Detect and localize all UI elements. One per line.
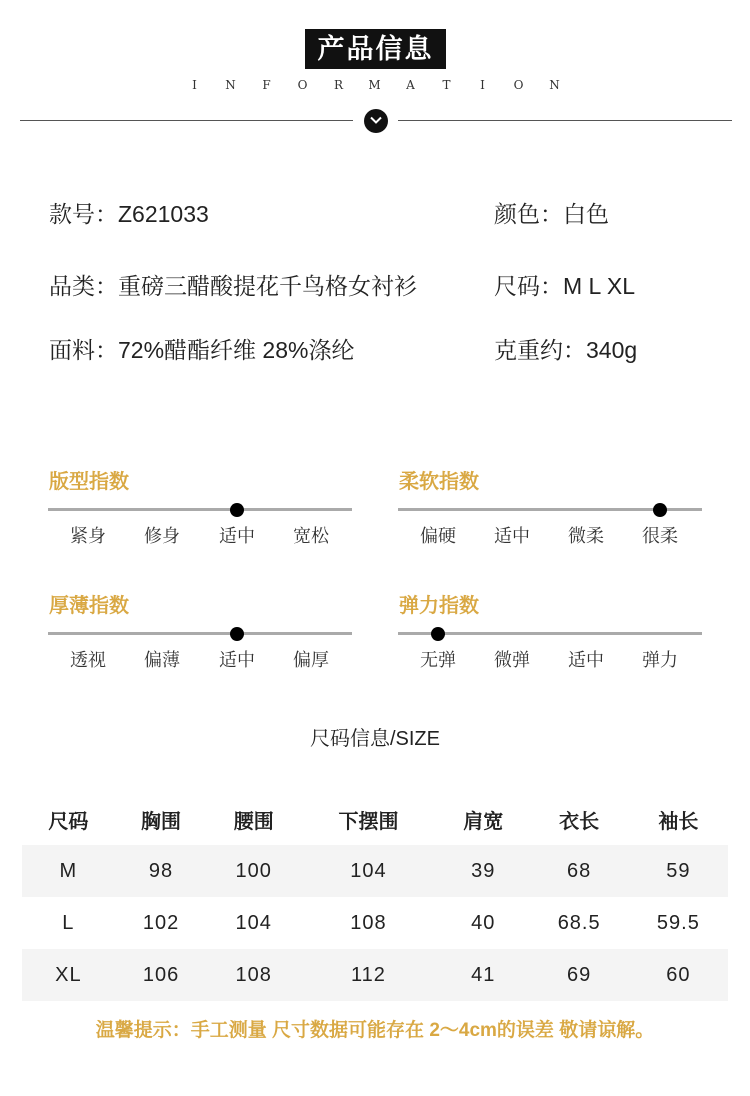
- table-cell: 60: [629, 949, 728, 1001]
- table-cell: 59: [629, 845, 728, 897]
- fit-index-label: 适中: [219, 526, 255, 546]
- column-header: 衣长: [530, 793, 629, 845]
- table-cell: 106: [115, 949, 208, 1001]
- table-cell: 68: [530, 845, 629, 897]
- subtitle-letter: I: [192, 78, 198, 92]
- elasticity-index-marker: [431, 627, 445, 641]
- column-header: 肩宽: [437, 793, 530, 845]
- table-cell: 100: [207, 845, 300, 897]
- fit-index-marker: [230, 503, 244, 517]
- divider-right: [398, 120, 732, 121]
- fit-index-label: 宽松: [293, 526, 329, 546]
- subtitle-letter: O: [513, 78, 525, 92]
- table-cell: 104: [207, 897, 300, 949]
- size-table-header-row: [22, 793, 728, 845]
- elasticity-index-label: 弹力: [642, 650, 678, 670]
- subtitle-letter: A: [406, 78, 416, 92]
- table-cell: 112: [300, 949, 437, 1001]
- elasticity-index-label: 适中: [568, 650, 604, 670]
- column-header: 胸围: [115, 793, 208, 845]
- table-cell: 41: [437, 949, 530, 1001]
- table-cell: L: [22, 897, 115, 949]
- thickness-index-label: 适中: [219, 650, 255, 670]
- thickness-index-label: 偏薄: [144, 650, 180, 670]
- category-info: 品类：重磅三醋酸提花千鸟格女衬衫: [49, 273, 417, 299]
- color-info: 颜色：白色: [494, 201, 609, 227]
- table-cell: M: [22, 845, 115, 897]
- size-table: [22, 793, 728, 1001]
- fabric-info: 面料：72%醋酯纤维 28%涤纶: [49, 337, 355, 363]
- fit-index-label: 修身: [144, 526, 180, 546]
- subtitle-letter: N: [549, 78, 561, 92]
- softness-index-label: 微柔: [568, 526, 604, 546]
- table-cell: 108: [207, 949, 300, 1001]
- table-cell: 39: [437, 845, 530, 897]
- thickness-index-label: 透视: [70, 650, 106, 670]
- table-cell: XL: [22, 949, 115, 1001]
- softness-index-title: 柔软指数: [399, 471, 479, 493]
- thickness-index-track: [48, 632, 352, 635]
- table-row: [22, 897, 728, 949]
- table-row: [22, 845, 728, 897]
- fit-index-label: 紧身: [70, 526, 106, 546]
- subtitle-letter: M: [368, 78, 382, 92]
- elasticity-index-title: 弹力指数: [399, 595, 479, 617]
- style-number: 款号：Z621033: [49, 201, 209, 227]
- softness-index-marker: [653, 503, 667, 517]
- table-row: [22, 949, 728, 1001]
- thickness-index-title: 厚薄指数: [49, 595, 129, 617]
- table-cell: 98: [115, 845, 208, 897]
- subtitle-letter: I: [480, 78, 486, 92]
- divider-left: [20, 120, 353, 121]
- information-subtitle: [0, 78, 750, 92]
- table-cell: 40: [437, 897, 530, 949]
- column-header: 下摆围: [300, 793, 437, 845]
- fit-index-track: [48, 508, 352, 511]
- elasticity-index-label: 无弹: [420, 650, 456, 670]
- thickness-index-marker: [230, 627, 244, 641]
- column-header: 腰围: [207, 793, 300, 845]
- subtitle-letter: R: [333, 78, 345, 92]
- subtitle-letter: T: [442, 78, 452, 92]
- table-cell: 102: [115, 897, 208, 949]
- elasticity-index-label: 微弹: [494, 650, 530, 670]
- softness-index-label: 适中: [494, 526, 530, 546]
- subtitle-letter: F: [262, 78, 272, 92]
- thickness-index-label: 偏厚: [293, 650, 329, 670]
- weight-info: 克重约：340g: [494, 337, 638, 363]
- size-options: 尺码：M L XL: [494, 273, 636, 299]
- section-title: 产品信息: [305, 29, 446, 69]
- table-cell: 69: [530, 949, 629, 1001]
- table-cell: 108: [300, 897, 437, 949]
- subtitle-letter: N: [225, 78, 237, 92]
- size-table-title: 尺码信息/SIZE: [309, 728, 440, 750]
- fit-index-title: 版型指数: [49, 471, 129, 493]
- table-cell: 68.5: [530, 897, 629, 949]
- column-header: 袖长: [629, 793, 728, 845]
- table-cell: 104: [300, 845, 437, 897]
- chevron-down-icon: [364, 109, 388, 133]
- column-header: 尺码: [22, 793, 115, 845]
- softness-index-label: 偏硬: [420, 526, 456, 546]
- softness-index-label: 很柔: [642, 526, 678, 546]
- subtitle-letter: O: [297, 78, 309, 92]
- table-cell: 59.5: [629, 897, 728, 949]
- measurement-note: 温馨提示：手工测量 尺寸数据可能存在 2～4cm的误差 敬请谅解。: [95, 1020, 655, 1041]
